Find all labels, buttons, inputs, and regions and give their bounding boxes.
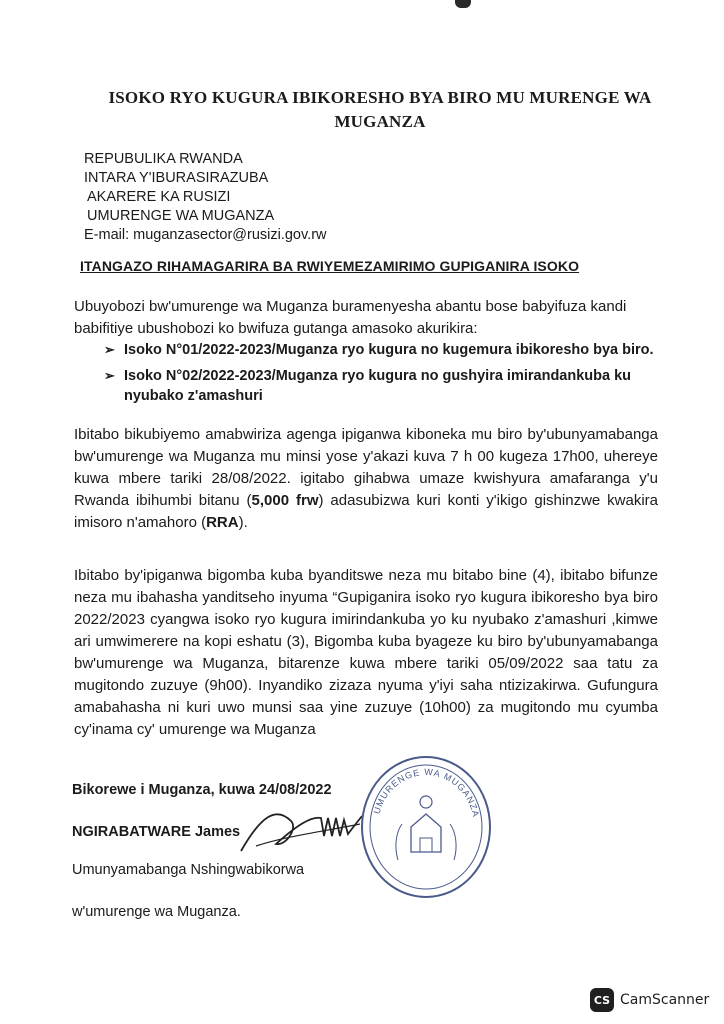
tender-item-1: Isoko N°01/2022-2023/Muganza ryo kugura no kugemura ibikoresho bya biro. <box>124 342 654 358</box>
list-item <box>104 340 664 360</box>
arrow-bullet-icon: ➢ <box>104 368 115 383</box>
documents-text-mid: ) adasubizwa kuri konti y'ikigo gishinzwe kwakira imisoro n'amahoro ( <box>74 492 659 531</box>
documents-text: Ibitabo bikubiyemo amabwiriza agenga ipiganwa kiboneka mu biro by'ubunyamabanga bw'umurenge wa Muganza mu minsi yose y'akazi kuva 7 h 00 kugeza 17h00, uhereye kuwa mbere tariki 28/08/2022. igitabo gihabwa umaze kwishyura amafaranga y'u Rwanda ibihumbi bitanu ( <box>74 426 658 509</box>
handwritten-signature <box>236 796 366 866</box>
camscanner-label: CamScanner <box>620 992 710 1008</box>
address-email: E-mail: muganzasector@rusizi.gov.rw <box>84 227 327 243</box>
submission-paragraph: Ibitabo by'ipiganwa bigomba kuba byanditswe neza mu bitabo bine (4), ibitabo bifunze neza mu ibahasha yanditseho inyuma “Gupiganira isoko ryo kugura ibikoresho bya biro 2022/2023 cyangwa isoko ryo kugura imirindankuba yo ku nyubako z'amashuri ,kimwe ari umwimerere na kopi eshatu (3), Bigomba kuba byageze ku biro by'ubunyamabanga bw'umurenge wa Muganza, bitarenze kuwa mbere tariki 05/09/2022 saa tatu za mugitondo zuzuye (9h00). Inyandiko zizaza nyuma y'iyi saha ntizizakirwa. Gufungura amabahasha ni kuri uwo munsi saa yine zuzuye (10h00) za mugitondo mu cyumba cy'inama cy' umurenge wa Muganza <box>74 567 658 738</box>
documents-text-end: ). <box>238 514 248 531</box>
camscanner-logo-icon: CS <box>590 988 614 1012</box>
stamp-text: UMURENGE WA MUGANZA <box>371 766 482 819</box>
camscanner-watermark <box>590 988 709 1012</box>
rra-label: RRA <box>206 514 239 531</box>
address-province: INTARA Y'IBURASIRAZUBA <box>84 170 269 186</box>
announcement-heading: ITANGAZO RIHAMAGARIRA BA RWIYEMEZAMIRIMO GUPIGANIRA ISOKO <box>80 258 580 274</box>
address-block <box>84 150 327 245</box>
signature-date: Bikorewe i Muganza, kuwa 24/08/2022 <box>72 782 332 798</box>
tender-list <box>104 340 664 412</box>
arrow-bullet-icon: ➢ <box>104 342 115 357</box>
list-item <box>104 366 664 406</box>
signatory-name: NGIRABATWARE James <box>72 824 241 840</box>
address-district: AKARERE KA RUSIZI <box>87 189 231 205</box>
tender-item-2: Isoko N°02/2022-2023/Muganza ryo kugura no gushyira imirandankuba ku nyubako z'amashuri <box>124 368 632 404</box>
fee-amount: 5,000 frw <box>251 492 319 509</box>
address-sector: UMURENGE WA MUGANZA <box>87 208 275 224</box>
scan-artifact <box>455 0 471 8</box>
official-stamp <box>356 752 496 902</box>
signatory-title-continued: w'umurenge wa Muganza. <box>72 904 241 920</box>
document-title: ISOKO RYO KUGURA IBIKORESHO BYA BIRO MU MURENGE WA MUGANZA <box>108 88 652 131</box>
signatory-title: Umunyamabanga Nshingwabikorwa <box>72 862 305 878</box>
address-country: REPUBULIKA RWANDA <box>84 151 243 167</box>
svg-text:UMURENGE WA MUGANZA <box>372 767 482 819</box>
intro-paragraph: Ubuyobozi bw'umurenge wa Muganza buramenyesha abantu bose babyifuza kandi babifitiye ubushobozi ko bwifuza gutanga amasoko akurikira: <box>74 298 627 337</box>
documents-paragraph <box>74 424 658 534</box>
